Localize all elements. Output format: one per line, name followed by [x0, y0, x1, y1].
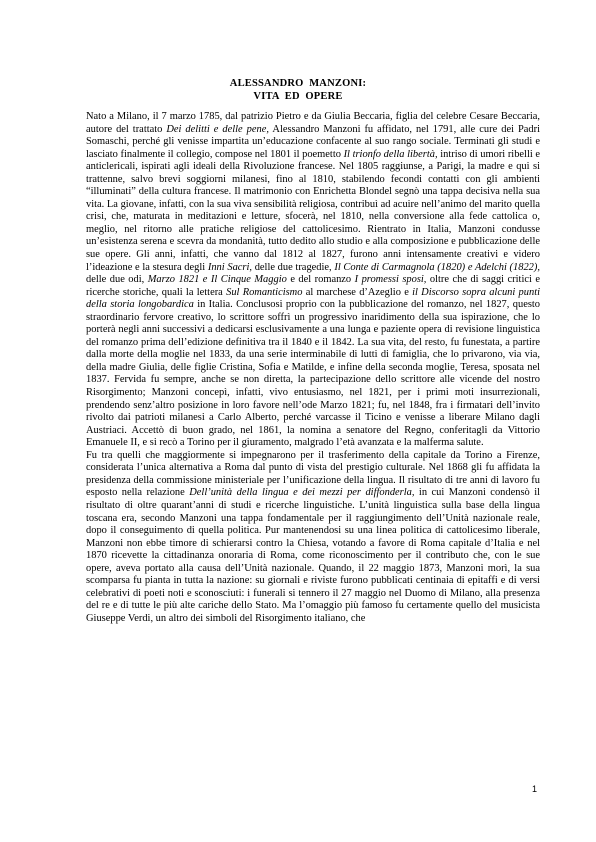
italic-text: I promessi sposi,: [354, 274, 427, 286]
italic-text: Dell’unità della lingua e dei mezzi per diffonderla,: [189, 487, 415, 499]
title-line-1: ALESSANDRO MANZONI:: [229, 78, 367, 89]
title-line-2: VITA ED OPERE: [253, 91, 343, 102]
paragraph: [86, 450, 540, 626]
italic-text: Sul Romanticismo: [226, 286, 303, 298]
text-run: delle due odi,: [86, 274, 148, 286]
page-number: 1: [532, 784, 538, 794]
italic-text: Il trionfo della libertà,: [343, 148, 438, 160]
text-run: oltre che di saggi critici e ricerche storiche, quali la lettera: [86, 274, 540, 298]
text-run: al marchese d’Azeglio e: [302, 286, 413, 298]
document-title: [0, 77, 596, 103]
text-run: delle due tragedie,: [252, 261, 335, 273]
italic-text: Dei delitti e delle pene,: [166, 123, 269, 135]
text-run: in Italia. Conclusosi proprio con la pubblicazione del romanzo, nel 1827, questo straordinario fervore creativo, lo scrittore soffrì un progressivo inaridimento della sua ispirazione, che lo porterà negli anni successivi a dedicarsi esclusivamente a una lunga e paziente opera di revisione linguistica del romanzo prima dell’edizione definitiva tra il 1840 e il 1842. La sua vita, del resto, fu funestata, a partire dalla morte della moglie nel 1833, da una serie interminabile di lutti di famiglia, che lo privarono, via via, della madre Giulia, delle figlie Cristina, Sofia e Matilde, e infine della seconda moglie, Teresa, sposata nel 1837. Fervida fu sempre, anche se non diretta, la partecipazione dello scrittore alle vicende del nostro Risorgimento; Manzoni concepì, infatti, vivo entusiasmo, nel 1821, per i primi moti insurrezionali, prendendo senz’altro posizione in loro favore nell’ode Marzo 1821; fu, nel 1848, fra i firmatari dell’invito rivolto dai patrioti milanesi a Carlo Alberto, perché varcasse il Ticino e venisse a liberare Milano dagli Austriaci. Accettò di buon grado, nel 1861, la nomina a senatore del Regno, conferitagli da Vittorio Emanuele II, e si recò a Torino per il giuramento, malgrado l’età avanzata e la malferma salute.: [86, 299, 541, 449]
text-run: in cui Manzoni condensò il risultato di oltre quarant’anni di studi e ricerche linguistiche. L’unità linguistica sulla base della lingua toscana era, secondo Manzoni una tappa fondamentale per il raggiungimento dell’Unità nazionale reale, dopo il conseguimento di quella politica. Pur mantenendosi su una linea politica di cattolicesimo liberale, Manzoni non ebbe timore di schierarsi contro la Chiesa, votando a favore di Roma capitale d’Italia e nel 1870 ricevette la cittadinanza onoraria di Roma, come riconoscimento per il contributo che, con le sue opere, aveva portato alla causa dell’Unità nazionale. Quando, il 22 maggio 1873, Manzoni morì, la sua scomparsa fu pianta in tutta la nazione: su giornali e riviste furono pubblicati centinaia di epitaffi e di versi celebrativi di poeti noti e sconosciuti: i funerali si tennero il 27 maggio nel Duomo di Milano, alla presenza del re e di tutte le più alte cariche dello Stato. Ma l’omaggio più famoso fu certamente quello del musicista Giuseppe Verdi, un altro dei simboli del Risorgimento italiano, che: [86, 487, 541, 624]
italic-text: Marzo 1821 e Il Cinque Maggio: [147, 274, 287, 286]
italic-text: il Discorso sopra alcuni punti della storia longobardica: [86, 286, 541, 311]
paragraph: [86, 111, 540, 450]
text-run: Fu tra quelli che maggiormente si impegnarono per il trasferimento della capitale da Torino a Firenze, considerata l’unica alternativa a Roma dal punto di vista del prestigio culturale. Nel 1868 gli fu affidata la presidenza della commissione ministeriale per l’unificazione della lingua. Il risultato di tre anni di lavoro fu esposto nella relazione: [86, 449, 540, 499]
text-run: intriso di umori ribelli e anticlericali, ispirati agli ideali della Rivoluzione francese. Nel 1805 raggiunse, a Parigi, la madre e qui si trattenne, salvo brevi soggiorni milanesi, fino al 1810, stabilendo fecondi contatti con gli ambienti “illuminati” della cultura francese. Il matrimonio con Enrichetta Blondel segnò una tappa decisiva nella sua vita. La giovane, infatti, con la sua viva sensibilità religiosa, contribuì ad acuire nell’animo del marito quella crisi, che, maturata in meditazioni e letture, sfocerà, nel 1810, nella conversione alla fede cattolica o, meglio, nel ritorno alle pratiche religiose del cattolicesimo. Rientrato in Italia, Manzoni condusse un’esistenza serena e scevra da mondanità, tutto dedito allo studio e alla composizione e pubblicazione delle sue opere. Gli anni, infatti, che vanno dal 1812 al 1827, furono anni intensamente creativi e videro l’ideazione e la stesura degli: [86, 148, 541, 273]
text-run: Alessandro Manzoni fu affidato, nel 1791, alle cure dei Padri Somaschi, perché gli venisse impartita un’educazione confacente al suo rango sociale. Terminati gli studi e lasciato finalmente il collegio, compose nel 1801 il poemetto: [86, 123, 541, 160]
document-body: [86, 111, 540, 625]
italic-text: Inni Sacri,: [207, 261, 252, 273]
text-run: e del romanzo: [286, 274, 355, 286]
text-run: Nato a Milano, il 7 marzo 1785, dal patrizio Pietro e da Giulia Beccaria, figlia del celebre Cesare Beccaria, autore del trattato: [86, 111, 540, 135]
italic-text: Il Conte di Carmagnola (1820) e Adelchi (1822),: [334, 261, 540, 273]
